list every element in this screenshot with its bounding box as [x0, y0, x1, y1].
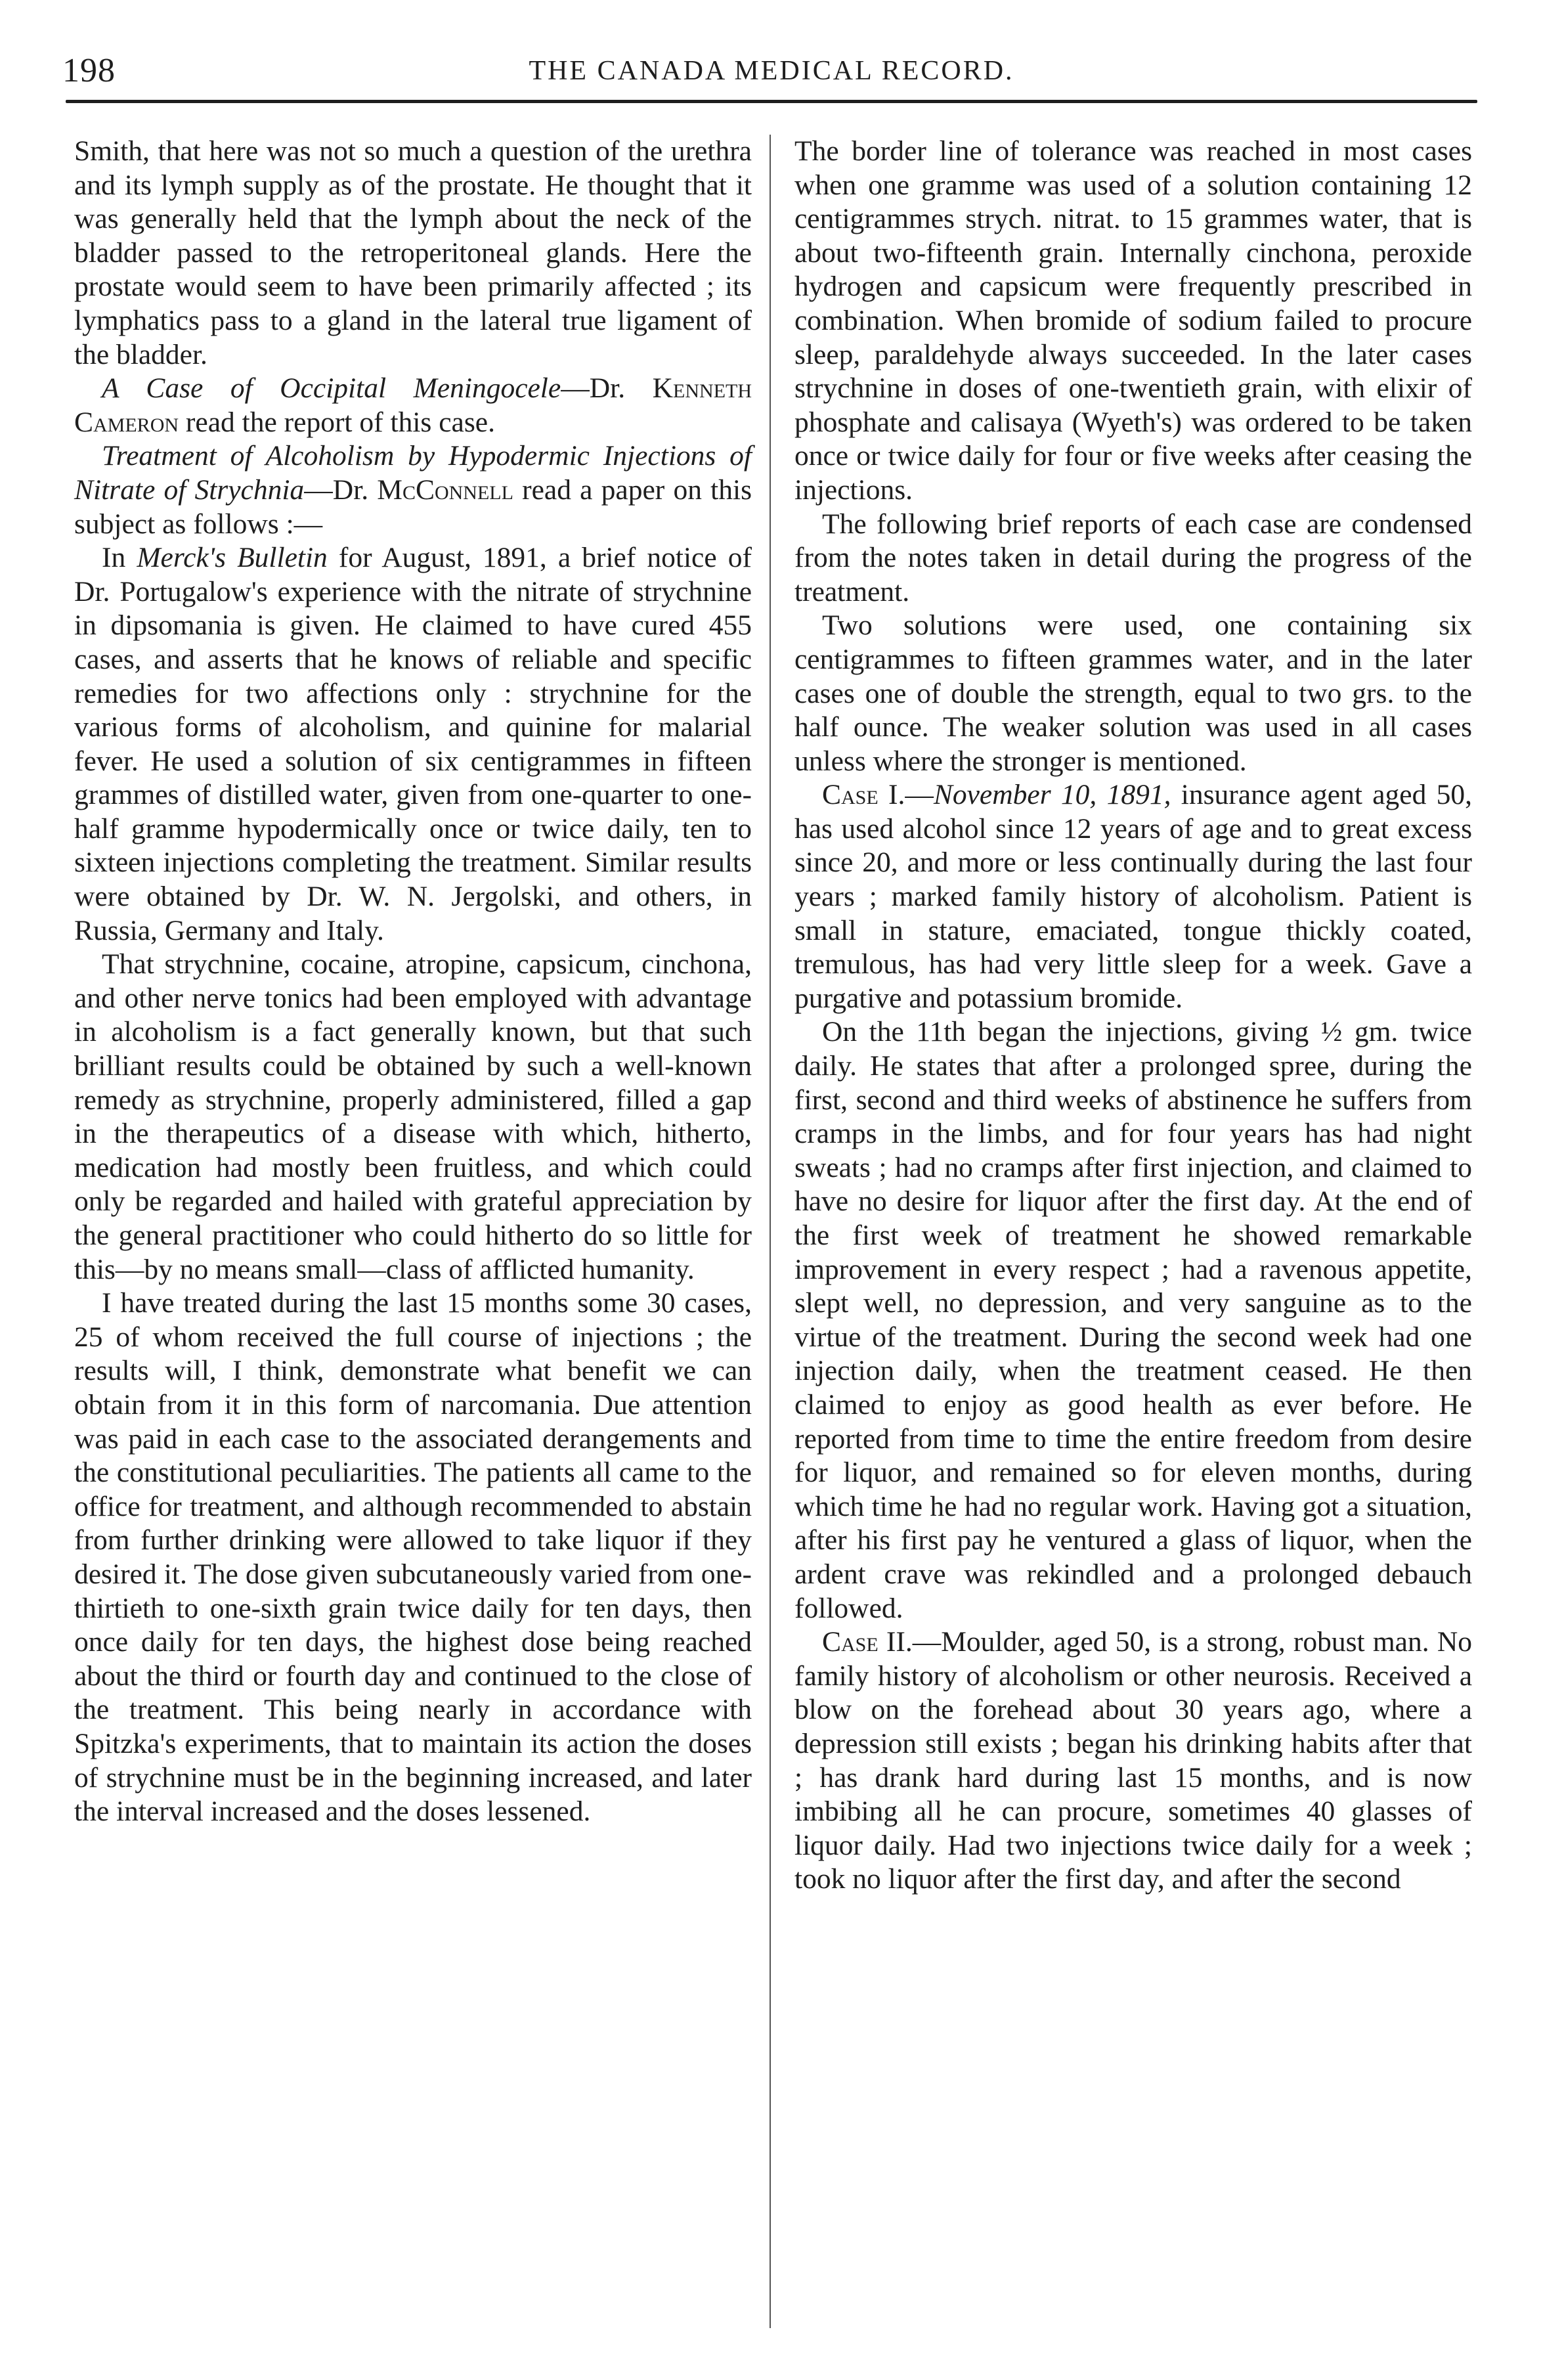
case-title-meningocele: A Case of Occipital Meningocele — [102, 372, 561, 405]
left-paragraph-5: That strychnine, cocaine, atropine, capsicum, cinchona, and other nerve tonics had been employed with advantage in alcoholism is a fact generally known, but that such brilliant results could be obtained by such a well-known remedy as strychnine, properly administered, filled a gap in the therapeutics of a disease with which, hitherto, medication had mostly been fruitless, and which could only be regarded and hailed with grateful appreciation by the general practitioner who could hitherto do so little for this—by no means small—class of afflicted humanity. — [74, 948, 752, 1285]
column-divider — [770, 135, 771, 2328]
left-paragraph-4 — [74, 541, 752, 948]
left-column — [74, 135, 752, 1829]
author-name-mcconnell: McConnell — [377, 474, 513, 506]
left-paragraph-4-start: In — [102, 542, 137, 574]
right-column — [794, 135, 1472, 1897]
paper-title-dash: —Dr. — [304, 474, 378, 506]
case-1-dash: — — [905, 779, 934, 811]
left-paragraph-4-rest: for August, 1891, a brief notice of Dr. Portugalow's experience with the nitrate of strychnine in dipsomania is given. He claimed to have cured 455 cases, and asserts that he knows of reliable and specific remedies for two affections only : strychnine for the various forms of alcoholism, and quinine for malarial fever. He used a solution of six centigrammes in fifteen grammes of distilled water, given from one-quarter to one-half gramme hypodermically once or twice daily, ten to sixteen injections completing the treatment. Similar results were obtained by Dr. W. N. Jergolski, and others, in Russia, Germany and Italy. — [74, 542, 752, 946]
case-2-label: Case II. — [822, 1626, 913, 1658]
right-paragraph-2: Two solutions were used, one containing six centigrammes to fifteen grammes water, and in the later cases one of double the strength, equal to two grs. to the half ounce. The weaker solution was used in all cases unless where the stronger is mentioned. — [794, 609, 1472, 777]
right-paragraph-1b: The following brief reports of each case are condensed from the notes taken in detail during the progress of the treatment. — [794, 508, 1472, 607]
case-2-paragraph — [794, 1625, 1472, 1897]
paper-title-alcoholism: Treatment of Alcoholism by Hypodermic Injections of Nitrate of Strychnia — [74, 440, 752, 506]
left-paragraph-3-rest: read a paper on this subject as follows :— — [74, 474, 752, 540]
journal-title: THE CANADA MEDICAL RECORD. — [529, 56, 1014, 86]
page-number: 198 — [62, 52, 116, 89]
left-paragraph-2 — [74, 372, 752, 439]
case-1-label: Case I. — [822, 779, 905, 811]
publication-title-merck: Merck's Bulletin — [137, 542, 328, 574]
case-title-dash: —Dr. — [561, 372, 653, 405]
header-rule — [66, 100, 1477, 103]
case-1-date: November 10, 1891, — [933, 779, 1171, 811]
left-paragraph-6: I have treated during the last 15 months some 30 cases, 25 of whom received the full course of injections ; the results will, I think, demonstrate what benefit we can obtain from it in this form of narcomania. Due attention was paid in each case to the associated derangements and the constitutional peculiarities. The patients all came to the office for treatment, and although recommended to abstain from further drinking were allowed to take liquor if they desired it. The dose given subcutaneously varied from one-thirtieth to one-sixth grain twice daily for ten days, then once daily for ten days, the highest dose being reached about the third or fourth day and continued to the close of the treatment. This being nearly in accordance with Spitzka's experiments, that to maintain its action the doses of strychnine must be in the beginning increased, and later the interval increased and the doses lessened. — [74, 1287, 752, 1828]
left-paragraph-1: Smith, that here was not so much a question of the urethra and its lymph supply as of the prostate. He thought that it was generally held that the lymph about the neck of the bladder passed to the retroperitoneal glands. Here the prostate would seem to have been primarily affected ; its lymphatics pass to a gland in the lateral true ligament of the bladder. — [74, 135, 752, 370]
left-paragraph-2-rest: read the report of this case. — [179, 406, 495, 438]
right-paragraph-1: The border line of tolerance was reached in most cases when one gramme was used of a solution containing 12 centigrammes strych. nitrat. to 15 grammes water, that is about two-fifteenth grain. Internally cinchona, peroxide hydrogen and capsicum were frequently prescribed in combination. When bromide of sodium failed to procure sleep, paraldehyde always succeeded. In the later cases strychnine in doses of one-twentieth grain, with elixir of phosphate and calisaya (Wyeth's) was ordered to be taken once or twice daily for four or five weeks after ceasing the injections. — [794, 135, 1472, 506]
case-1-text: insurance agent aged 50, has used alcohol since 12 years of age and to great excess since 20, and more or less continually during the last four years ; marked family history of alcoholism. Patient is small in stature, emaciated, tongue thickly coated, tremulous, has had very little sleep for a week. Gave a purgative and potassium bromide. — [794, 779, 1472, 1014]
left-paragraph-3 — [74, 439, 752, 541]
case-2-text: —Moulder, aged 50, is a strong, robust man. No family history of alcoholism or other neurosis. Received a blow on the forehead about 30 years ago, where a depression still exists ; began his drinking habits after that ; has drank hard during last 15 months, and is now imbibing all he can procure, sometimes 40 glasses of liquor daily. Had two injections twice daily for a week ; took no liquor after the first day, and after the second — [794, 1626, 1472, 1895]
case-1-continuation: On the 11th began the injections, giving ½ gm. twice daily. He states that after a prolonged spree, during the first, second and third weeks of abstinence he suffers from cramps in the limbs, and for four years has had night sweats ; had no cramps after first injection, and claimed to have no desire for liquor after the first day. At the end of the first week of treatment he showed remarkable improvement in every respect ; had a ravenous appetite, slept well, no depression, and very sanguine as to the virtue of the treatment. During the second week had one injection daily, when the treatment ceased. He then claimed to enjoy as good health as ever before. He reported from time to time the entire freedom from desire for liquor, and remained so for eleven months, during which time he had no regular work. Having got a situation, after his first pay he ventured a glass of liquor, when the ardent crave was rekindled and a prolonged debauch followed. — [794, 1016, 1472, 1624]
case-1-paragraph — [794, 778, 1472, 1015]
author-name-cameron: Kenneth Cameron — [74, 372, 752, 438]
